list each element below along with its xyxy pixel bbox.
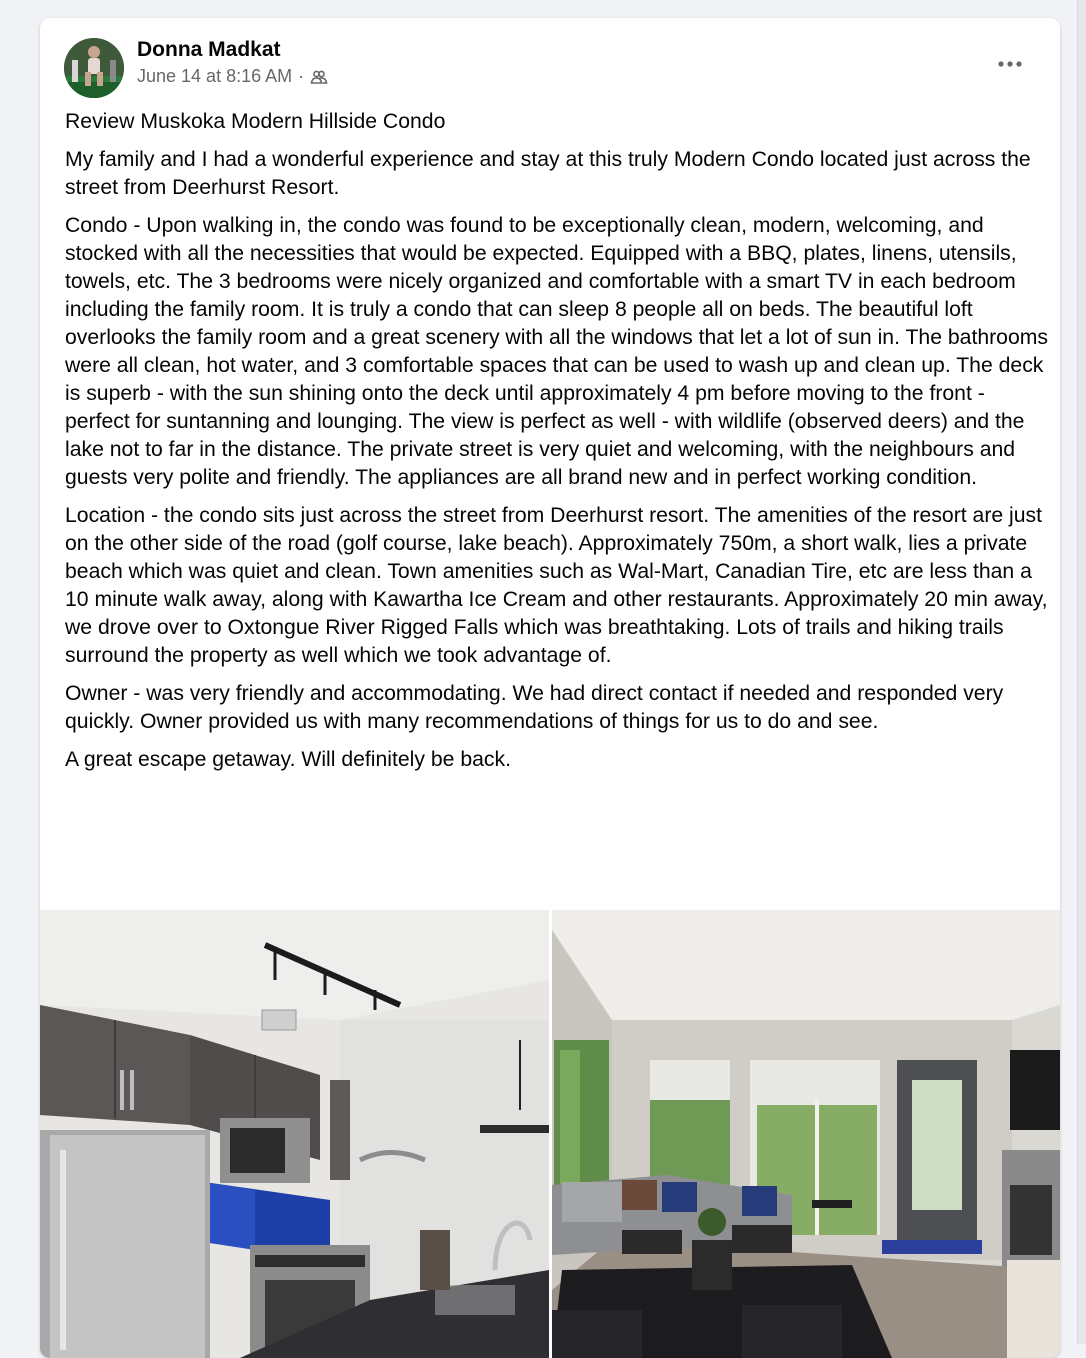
page-scrollbar[interactable] xyxy=(1077,0,1086,1344)
kitchen-photo[interactable] xyxy=(40,910,549,1358)
post-header xyxy=(40,18,1060,108)
more-options-button[interactable] xyxy=(996,50,1024,78)
post-paragraph-location: Location - the condo sits just across the street from Deerhurst resort. The amenities of the resort are just on the other side of the road (golf course, lake beach). Approximately 750m, a short walk, lies a private beach which was quiet and clean. Town amenities such as Wal-Mart, Canadian Tire, etc are less than a 10 minute walk away, along with Kawartha Ice Cream and other restaurants. Approximately 20 min away, we drove over to Oxtongue River Rigged Falls which was breathtaking. Lots of trails and hiking trails surround the property as well which we took advantage of. xyxy=(65,504,1048,667)
post-timestamp[interactable]: June 14 at 8:16 AM xyxy=(137,66,293,86)
post-paragraph-condo: Condo - Upon walking in, the condo was found to be exceptionally clean, modern, welcoming, and stocked with all the necessities that would be expected. Equipped with a BBQ, plates, linens, utensils, towels, etc. The 3 bedrooms were nicely organized and comfortable with a smart TV in each bedroom including the family room. It is truly a condo that can sleep 8 people all on beds. The beautiful loft overlooks the family room and a great scenery with all the windows that let a lot of sun in. The bathrooms were all clean, hot water, and 3 comfortable spaces that can be used to wash up and clean up. The deck is superb - with the sun shining onto the deck until approximately 4 pm before moving to the front - perfect for suntanning and lounging. The view is perfect as well - with wildlife (observed deers) and the lake not to far in the distance. The private street is very quiet and welcoming, with the neighbours and guests very polite and friendly. The appliances are all brand new and in perfect working condition. xyxy=(65,214,1048,489)
post-body xyxy=(65,108,1050,784)
living-room-photo[interactable] xyxy=(552,910,1060,1358)
author-name[interactable]: Donna Madkat xyxy=(137,38,281,61)
meta-separator: · xyxy=(298,66,305,86)
friends-icon[interactable] xyxy=(310,68,328,86)
post-paragraph-intro: My family and I had a wonderful experience and stay at this truly Modern Condo located just across the street from Deerhurst Resort. xyxy=(65,148,1031,199)
post-paragraph-closing: A great escape getaway. Will definitely be back. xyxy=(65,748,511,771)
post-meta xyxy=(137,66,328,87)
post-paragraph-owner: Owner - was very friendly and accommodating. We had direct contact if needed and responded very quickly. Owner provided us with many recommendations of things for us to do and see. xyxy=(65,682,1004,733)
more-icon xyxy=(997,60,1023,68)
post-title: Review Muskoka Modern Hillside Condo xyxy=(65,110,446,133)
post-photos xyxy=(40,910,1060,1358)
avatar[interactable] xyxy=(64,38,124,98)
post-card xyxy=(40,18,1060,1358)
